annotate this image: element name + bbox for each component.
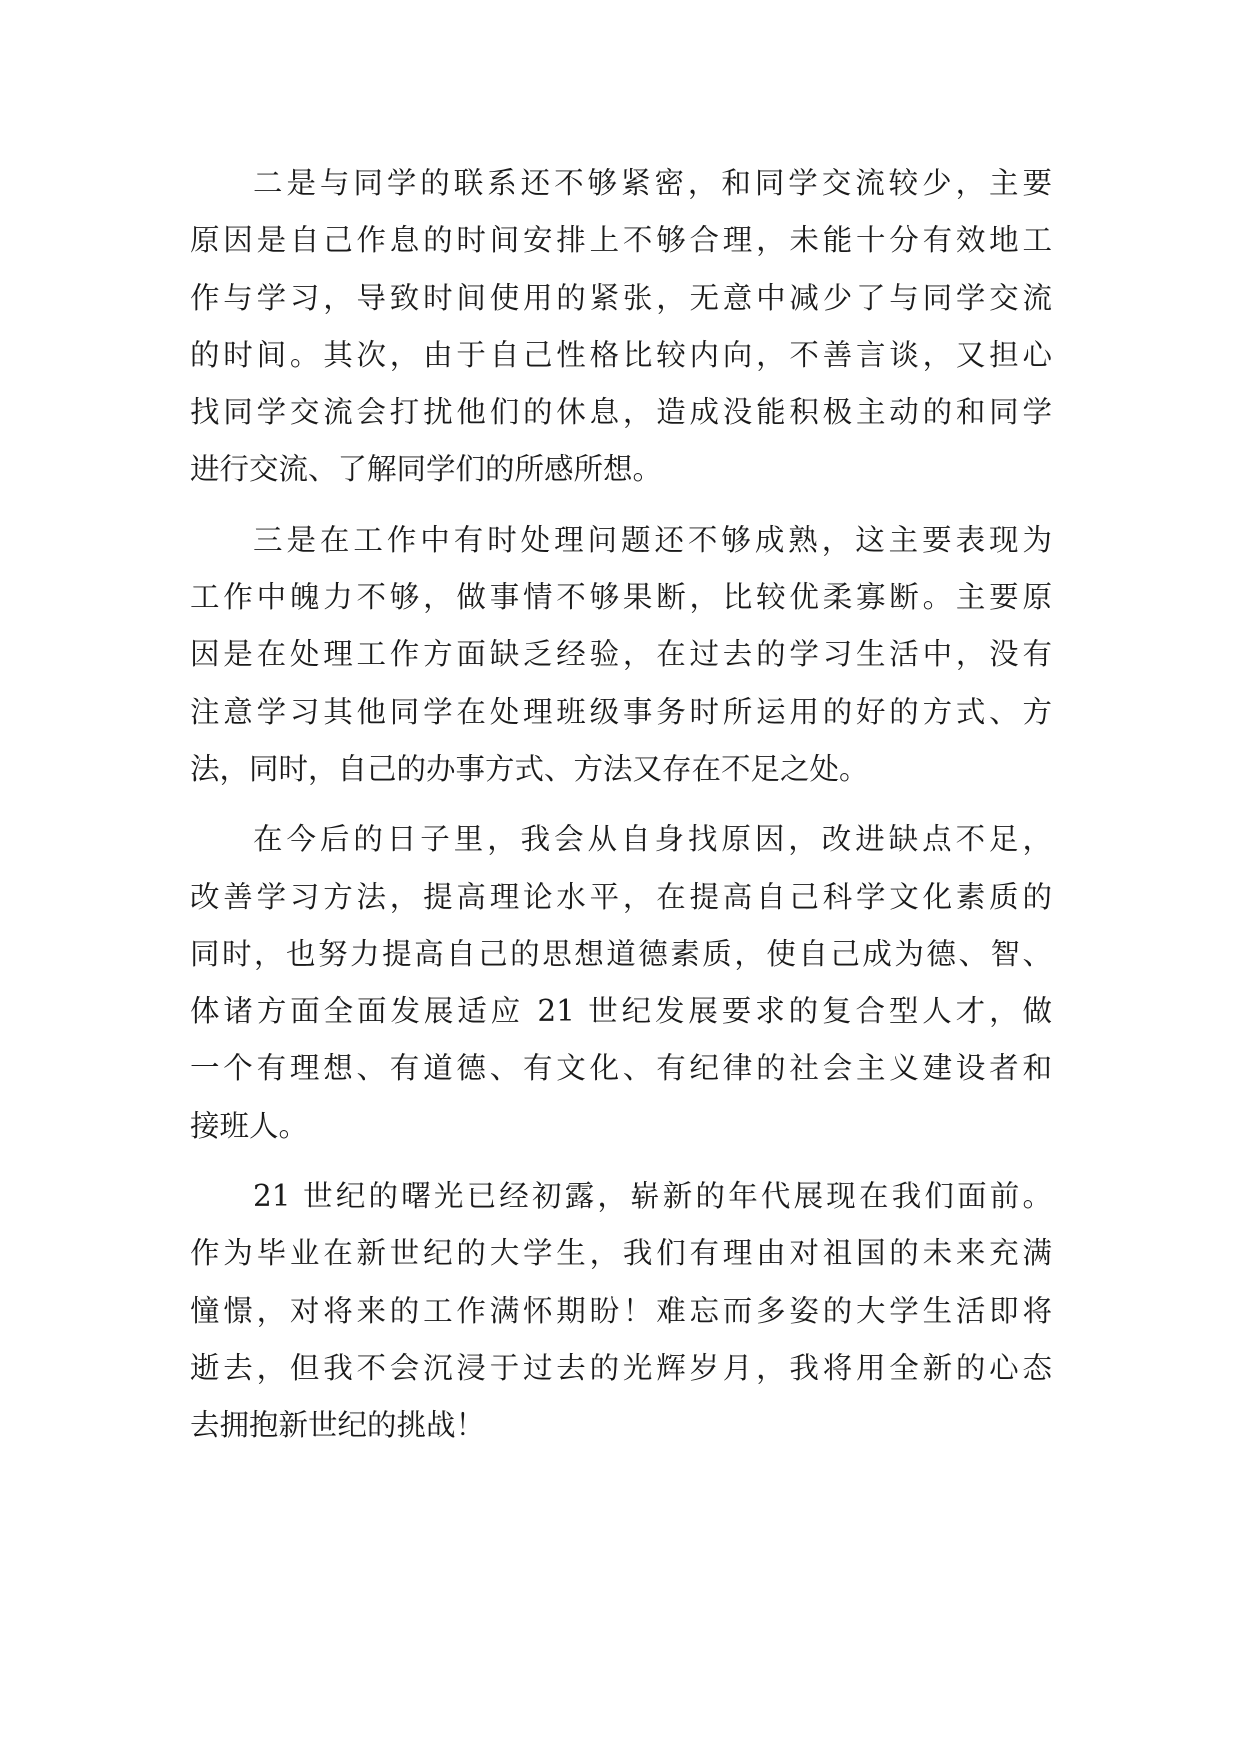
text-line: 注意学习其他同学在处理班级事务时所运用的好的方式、方 <box>190 694 1052 729</box>
text-line: 憧憬，对将来的工作满怀期盼！难忘而多姿的大学生活即将 <box>190 1293 1052 1328</box>
document-body <box>190 155 1052 1468</box>
text-line: 三是在工作中有时处理问题还不够成熟，这主要表现为 <box>253 522 1052 557</box>
text-line: 逝去，但我不会沉浸于过去的光辉岁月，我将用全新的心态 <box>190 1350 1052 1385</box>
text-line: 工作中魄力不够，做事情不够果断，比较优柔寡断。主要原 <box>190 580 1052 615</box>
paragraph-work-maturity <box>190 512 1052 798</box>
paragraph-new-century <box>190 1168 1052 1454</box>
text-line: 去拥抱新世纪的挑战！ <box>190 1408 486 1443</box>
text-line: 进行交流、了解同学们的所感所想。 <box>190 452 663 487</box>
text-line: 同时，也努力提高自己的思想道德素质，使自己成为德、智、 <box>190 936 1052 971</box>
text-line: 一个有理想、有道德、有文化、有纪律的社会主义建设者和 <box>190 1051 1052 1086</box>
text-line: 体诸方面全面发展适应 21 世纪发展要求的复合型人才，做 <box>190 994 1052 1029</box>
text-line: 二是与同学的联系还不够紧密，和同学交流较少，主要 <box>253 166 1052 200</box>
text-line: 找同学交流会打扰他们的休息，造成没能积极主动的和同学 <box>190 395 1052 430</box>
text-line: 的时间。其次，由于自己性格比较内向，不善言谈，又担心 <box>190 337 1052 372</box>
paragraph-future-improvement <box>190 811 1052 1155</box>
text-line: 21 世纪的曙光已经初露，崭新的年代展现在我们面前。 <box>253 1179 1052 1214</box>
text-line: 改善学习方法，提高理论水平，在提高自己科学文化素质的 <box>190 879 1052 914</box>
text-line: 原因是自己作息的时间安排上不够合理，未能十分有效地工 <box>190 223 1052 258</box>
text-line: 作为毕业在新世纪的大学生，我们有理由对祖国的未来充满 <box>190 1236 1052 1271</box>
text-line: 在今后的日子里，我会从自身找原因，改进缺点不足， <box>253 822 1052 857</box>
text-line: 接班人。 <box>190 1108 309 1143</box>
text-line: 因是在处理工作方面缺乏经验，在过去的学习生活中，没有 <box>190 637 1052 672</box>
paragraph-classmate-communication <box>190 155 1052 499</box>
text-line: 法，同时，自己的办事方式、方法又存在不足之处。 <box>190 751 869 786</box>
text-line: 作与学习，导致时间使用的紧张，无意中减少了与同学交流 <box>190 280 1052 315</box>
